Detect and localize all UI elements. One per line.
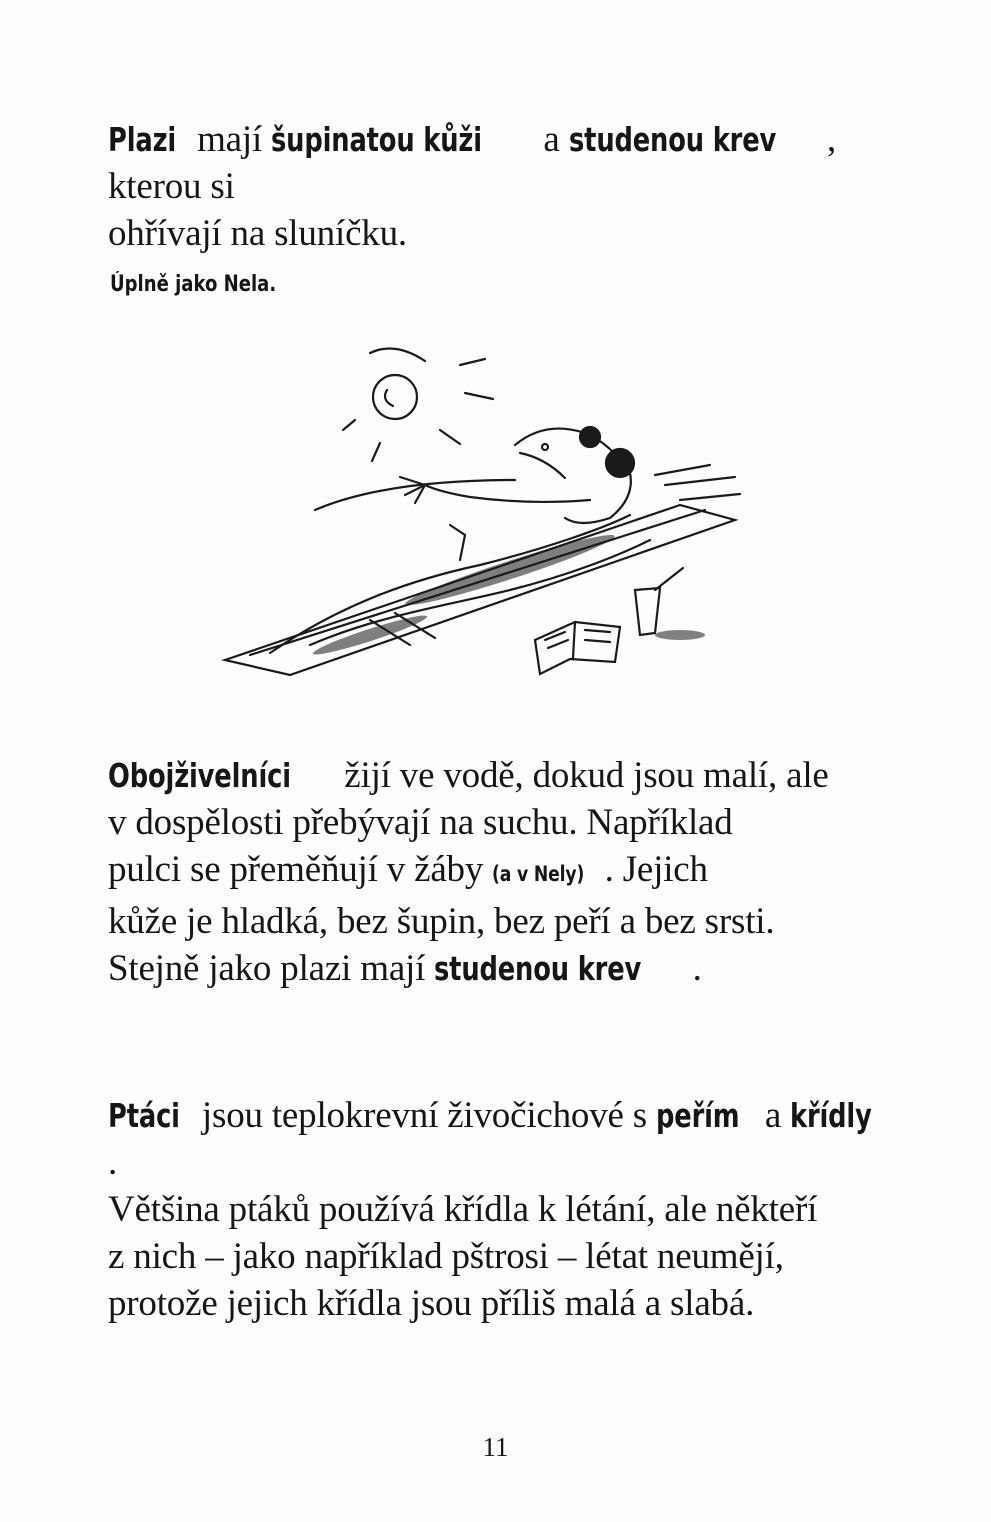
amphibians-line-4: kůže je hladká, bez šupin, bez peří a bez srsti. [108,901,775,942]
sun-icon [373,375,417,419]
reptiles-line-1 [108,116,888,210]
highlight-studenou-krev-2: studenou krev [434,949,642,988]
birds-line-3: z nich – jako například pštrosi – létat neumějí, [108,1236,784,1277]
text: a [755,1095,791,1136]
text: žijí ve vodě, dokud jsou malí, ale [335,755,829,796]
text: pulci se přeměňují v žáby [108,849,493,890]
page-number: 11 [482,1432,509,1462]
text: . [108,1142,118,1183]
paragraph-birds [108,1092,888,1327]
text: Stejně jako plazi mají [108,948,435,989]
text: , kterou si [108,119,836,207]
lizard-sunbathing-illustration [210,335,770,705]
highlight-plazi: Plazi [108,120,177,159]
amphibians-line-2: v dospělosti přebývají na suchu. Například [108,802,733,843]
amphibians-line-3 [108,846,888,898]
highlight-obojzivelnici: Obojživelníci [108,756,291,795]
aside-a-v-nely: (a v Nely) [492,862,585,886]
amphibians-line-5 [108,945,888,992]
text: jsou teplokrevní živočichové s [192,1095,657,1136]
paragraph-amphibians [108,752,888,992]
text: . Jejich [604,849,708,890]
amphibians-line-1 [108,752,888,799]
paragraph-reptiles [108,116,888,257]
reptiles-line-2: ohřívají na sluníčku. [108,213,407,254]
highlight-perim: peřím [656,1096,740,1135]
highlight-studenou-krev: studenou krev [568,120,776,159]
highlight-ptaci: Ptáci [108,1096,180,1135]
highlight-supinatou-kuzi: šupinatou kůži [271,120,483,159]
text: . [692,948,702,989]
side-note: Úplně jako Nela. [110,272,277,297]
highlight-kridly: křídly [790,1096,872,1135]
text: mají [188,119,272,160]
birds-line-4: protože jejich křídla jsou příliš malá a slabá. [108,1283,755,1324]
text: a [534,119,569,160]
birds-line-2: Většina ptáků používá křídla k létání, ale někteří [108,1189,818,1230]
birds-line-1 [108,1092,888,1186]
